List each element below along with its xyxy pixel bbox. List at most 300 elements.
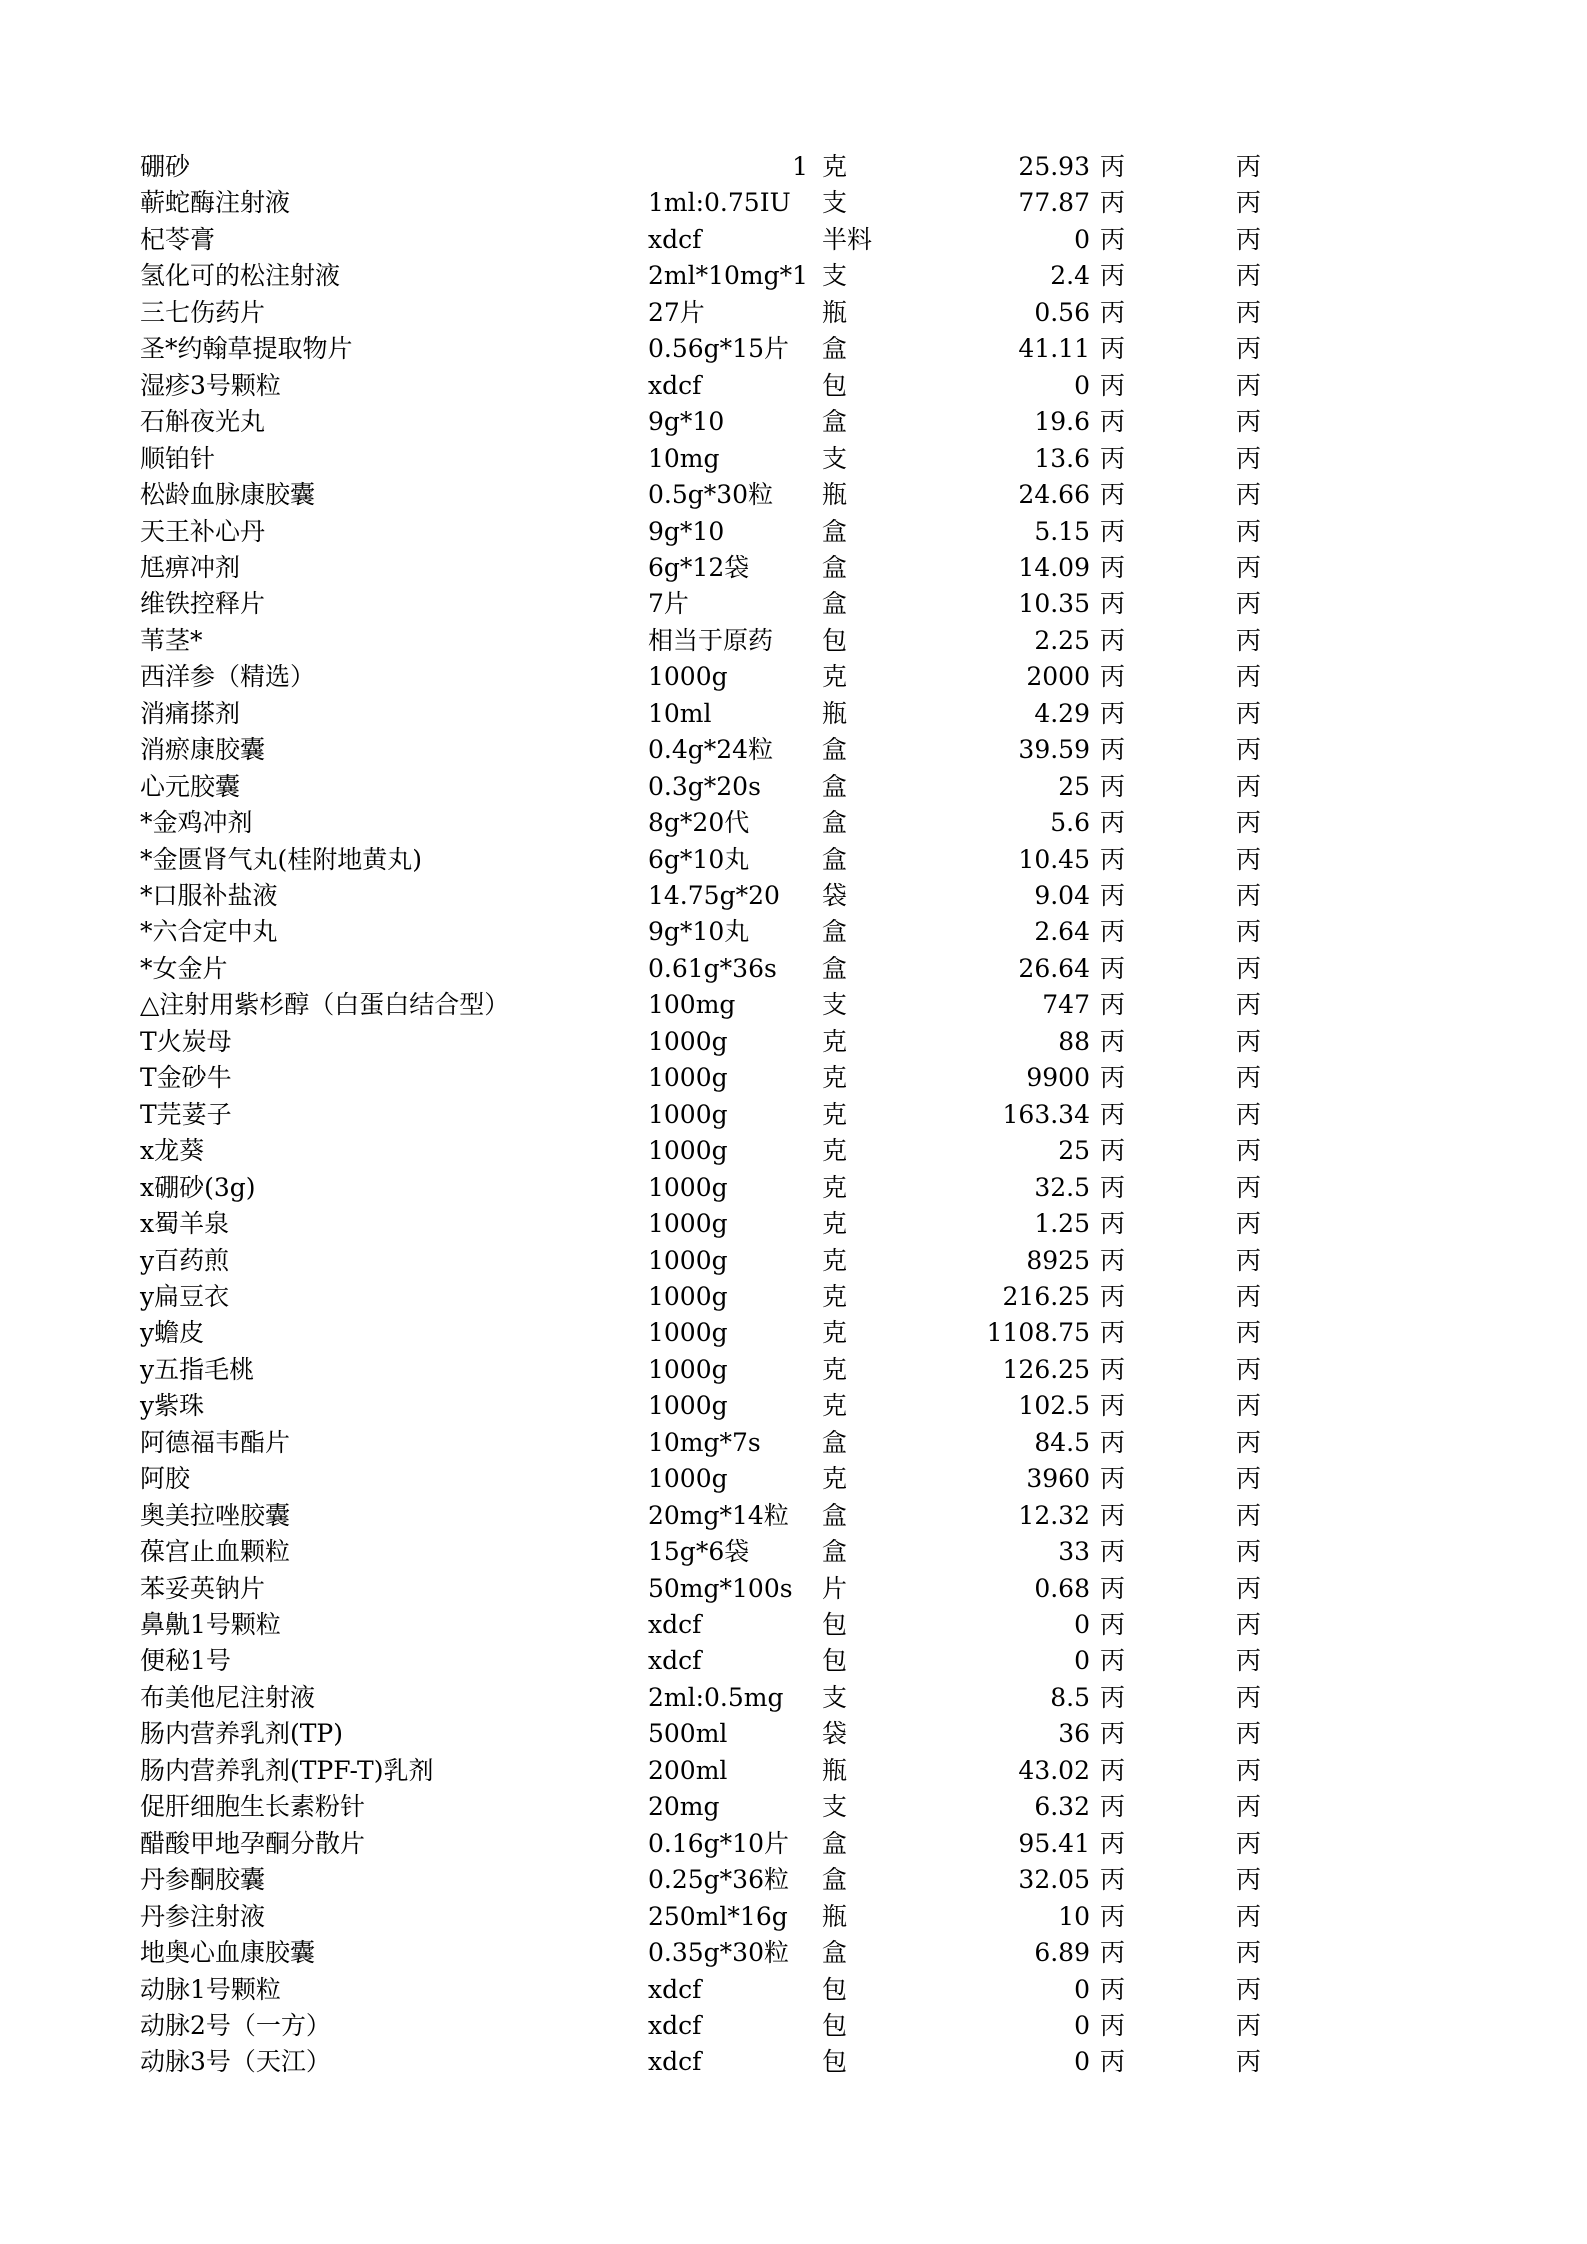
class-b-cell: 丙 [1236,1974,1262,2004]
spec-cell: 8g*20代 [648,808,750,838]
spec-cell: 1000g [648,1063,728,1093]
price-cell: 2.64 [1034,917,1090,947]
class-a-cell: 丙 [1100,516,1126,546]
class-a-cell: 丙 [1100,1537,1126,1567]
drug-name-cell: 顺铂针 [140,443,216,473]
class-b-cell: 丙 [1236,1500,1262,1530]
class-a-cell: 丙 [1100,953,1126,983]
drug-name-cell: x蜀羊泉 [140,1209,230,1239]
table-row [0,1716,1587,1752]
class-a-cell: 丙 [1100,990,1126,1020]
spec-cell: 0.25g*36粒 [648,1865,789,1895]
class-a-cell: 丙 [1100,1099,1126,1129]
table-row [0,1862,1587,1898]
drug-name-cell: 阿德福韦酯片 [140,1427,291,1457]
unit-cell: 支 [822,990,848,1020]
price-cell: 1108.75 [986,1318,1090,1348]
class-a-cell: 丙 [1100,698,1126,728]
price-cell: 0 [1074,224,1090,254]
class-b-cell: 丙 [1236,1682,1262,1712]
class-b-cell: 丙 [1236,1281,1262,1311]
price-cell: 10.45 [1018,844,1090,874]
class-b-cell: 丙 [1236,443,1262,473]
class-a-cell: 丙 [1100,1427,1126,1457]
price-cell: 6.89 [1034,1938,1090,1968]
spec-cell: 0.3g*20s [648,771,761,801]
drug-name-cell: 湿疹3号颗粒 [140,370,281,400]
price-cell: 163.34 [1002,1099,1090,1129]
class-b-cell: 丙 [1236,370,1262,400]
price-cell: 0 [1074,2047,1090,2077]
class-b-cell: 丙 [1236,808,1262,838]
drug-name-cell: y紫珠 [140,1391,205,1421]
table-row [0,1972,1587,2008]
drug-name-cell: 醋酸甲地孕酮分散片 [140,1828,366,1858]
spec-cell: xdcf [648,1610,702,1639]
drug-name-cell: y蟾皮 [140,1318,205,1348]
unit-cell: 克 [822,1245,848,1275]
spec-cell: 0.5g*30粒 [648,480,774,510]
unit-cell: 支 [822,1792,848,1822]
price-cell: 88 [1058,1026,1090,1056]
unit-cell: 盒 [822,552,848,582]
price-cell: 102.5 [1018,1391,1090,1421]
unit-cell: 包 [822,625,848,655]
drug-name-cell: 苯妥英钠片 [140,1573,266,1603]
drug-name-cell: 促肝细胞生长素粉针 [140,1792,366,1822]
spec-cell: 0.4g*24粒 [648,735,774,765]
drug-name-cell: 苇茎* [140,625,203,655]
price-cell: 0 [1074,1610,1090,1639]
drug-name-cell: △注射用紫杉醇（白蛋白结合型） [140,990,510,1020]
price-cell: 5.6 [1050,808,1090,838]
price-cell: 13.6 [1034,443,1090,473]
drug-name-cell: 石斛夜光丸 [140,407,266,437]
class-a-cell: 丙 [1100,662,1126,692]
class-a-cell: 丙 [1100,2010,1126,2040]
unit-cell: 瓶 [822,698,848,728]
class-a-cell: 丙 [1100,152,1126,181]
unit-cell: 瓶 [822,1901,848,1931]
unit-cell: 克 [822,1063,848,1093]
drug-name-cell: 维铁控释片 [140,589,266,619]
unit-cell: 包 [822,2010,848,2040]
unit-cell: 盒 [822,1500,848,1530]
class-a-cell: 丙 [1100,589,1126,619]
class-b-cell: 丙 [1236,1610,1262,1639]
class-a-cell: 丙 [1100,224,1126,254]
class-b-cell: 丙 [1236,152,1262,181]
price-cell: 0 [1074,1646,1090,1676]
class-b-cell: 丙 [1236,1427,1262,1457]
table-row [0,914,1587,950]
spec-cell: 20mg [648,1792,720,1822]
class-b-cell: 丙 [1236,698,1262,728]
class-b-cell: 丙 [1236,2047,1262,2077]
unit-cell: 盒 [822,844,848,874]
spec-cell: xdcf [648,1974,702,2004]
price-cell: 2.4 [1050,261,1090,291]
spec-cell: xdcf [648,224,702,254]
class-a-cell: 丙 [1100,1646,1126,1676]
unit-cell: 盒 [822,1865,848,1895]
drug-name-cell: 杞苓膏 [140,224,216,254]
class-b-cell: 丙 [1236,1573,1262,1603]
table-row [0,550,1587,586]
unit-cell: 盒 [822,334,848,364]
spec-cell: 15g*6袋 [648,1537,750,1567]
class-b-cell: 丙 [1236,1646,1262,1676]
spec-cell: 10mg*7s [648,1427,761,1457]
class-a-cell: 丙 [1100,1865,1126,1895]
spec-cell: 2ml:0.5mg [648,1682,784,1712]
drug-name-cell: 动脉2号（一方） [140,2010,331,2040]
table-row [0,1315,1587,1351]
drug-name-cell: 鼻鼽1号颗粒 [140,1610,281,1639]
price-cell: 26.64 [1018,953,1090,983]
class-a-cell: 丙 [1100,188,1126,218]
table-row [0,1388,1587,1424]
drug-name-cell: 氢化可的松注射液 [140,261,341,291]
price-cell: 77.87 [1018,188,1090,218]
unit-cell: 克 [822,1318,848,1348]
drug-name-cell: 动脉1号颗粒 [140,1974,281,2004]
class-b-cell: 丙 [1236,953,1262,983]
unit-cell: 盒 [822,407,848,437]
price-cell: 19.6 [1034,407,1090,437]
class-b-cell: 丙 [1236,1865,1262,1895]
unit-cell: 克 [822,1026,848,1056]
unit-cell: 克 [822,1099,848,1129]
spec-cell: 1000g [648,1136,728,1166]
table-row [0,805,1587,841]
spec-cell: 1000g [648,1099,728,1129]
class-a-cell: 丙 [1100,735,1126,765]
unit-cell: 支 [822,443,848,473]
class-b-cell: 丙 [1236,188,1262,218]
drug-name-cell: 尪痹冲剂 [140,552,241,582]
class-a-cell: 丙 [1100,334,1126,364]
unit-cell: 盒 [822,735,848,765]
drug-name-cell: 丹参注射液 [140,1901,266,1931]
class-a-cell: 丙 [1100,1172,1126,1202]
spec-cell: 200ml [648,1755,728,1785]
class-a-cell: 丙 [1100,1792,1126,1822]
class-b-cell: 丙 [1236,1719,1262,1749]
unit-cell: 盒 [822,516,848,546]
class-b-cell: 丙 [1236,1318,1262,1348]
price-cell: 25 [1058,771,1090,801]
unit-cell: 瓶 [822,480,848,510]
drug-name-cell: x硼砂(3g) [140,1172,256,1202]
table-row [0,1279,1587,1315]
class-a-cell: 丙 [1100,1281,1126,1311]
class-a-cell: 丙 [1100,297,1126,327]
table-row [0,295,1587,331]
class-b-cell: 丙 [1236,2010,1262,2040]
price-cell: 0 [1074,370,1090,400]
price-cell: 216.25 [1002,1281,1090,1311]
class-a-cell: 丙 [1100,407,1126,437]
class-a-cell: 丙 [1100,1136,1126,1166]
price-cell: 25 [1058,1136,1090,1166]
spec-cell: 1000g [648,1281,728,1311]
unit-cell: 袋 [822,881,848,910]
table-row [0,1206,1587,1242]
class-b-cell: 丙 [1236,1391,1262,1421]
drug-name-cell: 三七伤药片 [140,297,266,327]
spec-cell: 0.35g*30粒 [648,1938,789,1968]
spec-cell: 7片 [648,589,689,619]
price-cell: 126.25 [1002,1354,1090,1384]
drug-name-cell: *六合定中丸 [140,917,278,947]
price-cell: 0 [1074,2010,1090,2040]
spec-cell: 9g*10 [648,516,725,546]
table-row [0,514,1587,550]
spec-cell: 0.16g*10片 [648,1828,789,1858]
drug-name-cell: 阿胶 [140,1464,191,1494]
class-b-cell: 丙 [1236,917,1262,947]
class-b-cell: 丙 [1236,1136,1262,1166]
unit-cell: 盒 [822,1938,848,1968]
class-b-cell: 丙 [1236,1245,1262,1275]
table-row [0,149,1587,185]
class-a-cell: 丙 [1100,771,1126,801]
drug-name-cell: T芫荽子 [140,1099,232,1129]
price-cell: 6.32 [1034,1792,1090,1822]
class-b-cell: 丙 [1236,662,1262,692]
spec-cell: 10ml [648,698,712,728]
table-row [0,441,1587,477]
spec-cell: 6g*12袋 [648,552,750,582]
class-b-cell: 丙 [1236,1792,1262,1822]
spec-cell: 0.56g*15片 [648,334,789,364]
class-b-cell: 丙 [1236,1938,1262,1968]
price-cell: 10 [1058,1901,1090,1931]
class-b-cell: 丙 [1236,625,1262,655]
table-row [0,185,1587,221]
spec-cell: 0.61g*36s [648,953,777,983]
drug-name-cell: 蕲蛇酶注射液 [140,188,291,218]
class-b-cell: 丙 [1236,1026,1262,1056]
unit-cell: 盒 [822,953,848,983]
spec-cell: 50mg*100s [648,1573,793,1603]
spec-cell: 500ml [648,1719,728,1749]
table-row [0,951,1587,987]
drug-name-cell: 天王补心丹 [140,516,266,546]
spec-cell: 10mg [648,443,720,473]
price-cell: 8.5 [1050,1682,1090,1712]
spec-cell: 1ml:0.75IU [648,188,791,218]
table-row [0,1170,1587,1206]
class-b-cell: 丙 [1236,881,1262,910]
class-a-cell: 丙 [1100,1354,1126,1384]
drug-name-cell: *金鸡冲剂 [140,808,253,838]
drug-name-cell: 消痛搽剂 [140,698,241,728]
unit-cell: 盒 [822,917,848,947]
spec-cell: 250ml*16g [648,1901,788,1931]
class-a-cell: 丙 [1100,1938,1126,1968]
class-a-cell: 丙 [1100,480,1126,510]
table-row [0,659,1587,695]
class-a-cell: 丙 [1100,1464,1126,1494]
drug-name-cell: 奥美拉唑胶囊 [140,1500,291,1530]
drug-name-cell: 葆宫止血颗粒 [140,1537,291,1567]
unit-cell: 瓶 [822,1755,848,1785]
table-row [0,987,1587,1023]
spec-cell: 9g*10 [648,407,725,437]
class-b-cell: 丙 [1236,407,1262,437]
unit-cell: 包 [822,370,848,400]
unit-cell: 半料 [822,224,873,254]
drug-name-cell: 硼砂 [140,152,191,181]
spec-cell: 14.75g*20 [648,881,780,910]
price-cell: 84.5 [1034,1427,1090,1457]
table-row [0,769,1587,805]
table-row [0,732,1587,768]
table-row [0,842,1587,878]
spec-cell: 1000g [648,1172,728,1202]
drug-name-cell: *金匮肾气丸(桂附地黄丸) [140,844,423,874]
spec-cell: xdcf [648,370,702,400]
class-a-cell: 丙 [1100,1318,1126,1348]
class-b-cell: 丙 [1236,1901,1262,1931]
class-a-cell: 丙 [1100,261,1126,291]
drug-name-cell: 心元胶囊 [140,771,241,801]
spec-cell: 1000g [648,1318,728,1348]
spec-cell: 9g*10丸 [648,917,750,947]
price-cell: 1.25 [1034,1209,1090,1239]
table-row [0,696,1587,732]
spec-cell: xdcf [648,2047,702,2077]
class-b-cell: 丙 [1236,1063,1262,1093]
table-row [0,2044,1587,2080]
class-a-cell: 丙 [1100,1026,1126,1056]
spec-cell: 1 [792,152,808,181]
table-row [0,1643,1587,1679]
class-b-cell: 丙 [1236,224,1262,254]
class-b-cell: 丙 [1236,1099,1262,1129]
unit-cell: 克 [822,152,848,181]
class-a-cell: 丙 [1100,917,1126,947]
unit-cell: 片 [822,1573,848,1603]
unit-cell: 盒 [822,771,848,801]
unit-cell: 支 [822,1682,848,1712]
class-a-cell: 丙 [1100,370,1126,400]
class-a-cell: 丙 [1100,1209,1126,1239]
spec-cell: 1000g [648,1464,728,1494]
price-cell: 4.29 [1034,698,1090,728]
drug-name-cell: *女金片 [140,953,228,983]
class-b-cell: 丙 [1236,735,1262,765]
class-a-cell: 丙 [1100,1974,1126,2004]
class-b-cell: 丙 [1236,297,1262,327]
price-cell: 0.56 [1034,297,1090,327]
unit-cell: 包 [822,1974,848,2004]
class-a-cell: 丙 [1100,1682,1126,1712]
class-b-cell: 丙 [1236,480,1262,510]
spec-cell: xdcf [648,1646,702,1676]
price-cell: 0.68 [1034,1573,1090,1603]
price-cell: 43.02 [1018,1755,1090,1785]
price-cell: 0 [1074,1974,1090,2004]
spec-cell: 2ml*10mg*1 [648,261,809,291]
price-cell: 36 [1058,1719,1090,1749]
unit-cell: 克 [822,1209,848,1239]
price-cell: 32.05 [1018,1865,1090,1895]
class-a-cell: 丙 [1100,1245,1126,1275]
table-row [0,1024,1587,1060]
drug-name-cell: 地奥心血康胶囊 [140,1938,316,1968]
price-cell: 95.41 [1018,1828,1090,1858]
class-a-cell: 丙 [1100,1755,1126,1785]
class-a-cell: 丙 [1100,1610,1126,1639]
class-b-cell: 丙 [1236,1464,1262,1494]
unit-cell: 克 [822,1391,848,1421]
price-cell: 9900 [1026,1063,1090,1093]
drug-name-cell: 便秘1号 [140,1646,231,1676]
class-a-cell: 丙 [1100,881,1126,910]
table-row [0,1899,1587,1935]
class-a-cell: 丙 [1100,1719,1126,1749]
table-row [0,623,1587,659]
drug-name-cell: 动脉3号（天江） [140,2047,331,2077]
class-a-cell: 丙 [1100,1901,1126,1931]
class-b-cell: 丙 [1236,1537,1262,1567]
drug-name-cell: T火炭母 [140,1026,232,1056]
price-cell: 24.66 [1018,480,1090,510]
table-row [0,1352,1587,1388]
unit-cell: 克 [822,1136,848,1166]
drug-name-cell: y扁豆衣 [140,1281,230,1311]
unit-cell: 盒 [822,589,848,619]
unit-cell: 包 [822,2047,848,2077]
class-a-cell: 丙 [1100,1391,1126,1421]
unit-cell: 支 [822,188,848,218]
class-a-cell: 丙 [1100,552,1126,582]
unit-cell: 包 [822,1646,848,1676]
unit-cell: 瓶 [822,297,848,327]
unit-cell: 克 [822,1464,848,1494]
unit-cell: 克 [822,1172,848,1202]
class-a-cell: 丙 [1100,443,1126,473]
spec-cell: 相当于原药 [648,625,774,655]
table-row [0,878,1587,914]
table-row [0,1789,1587,1825]
class-a-cell: 丙 [1100,844,1126,874]
unit-cell: 克 [822,1354,848,1384]
drug-name-cell: 布美他尼注射液 [140,1682,316,1712]
price-cell: 9.04 [1034,881,1090,910]
table-row [0,1498,1587,1534]
price-cell: 10.35 [1018,589,1090,619]
table-row [0,404,1587,440]
class-a-cell: 丙 [1100,2047,1126,2077]
unit-cell: 袋 [822,1719,848,1749]
drug-name-cell: T金砂牛 [140,1063,232,1093]
price-cell: 14.09 [1018,552,1090,582]
class-a-cell: 丙 [1100,808,1126,838]
table-row [0,258,1587,294]
unit-cell: 克 [822,1281,848,1311]
table-row [0,1060,1587,1096]
class-b-cell: 丙 [1236,589,1262,619]
class-b-cell: 丙 [1236,516,1262,546]
class-a-cell: 丙 [1100,1828,1126,1858]
drug-name-cell: y五指毛桃 [140,1354,255,1384]
table-row [0,1935,1587,1971]
spec-cell: 27片 [648,297,705,327]
